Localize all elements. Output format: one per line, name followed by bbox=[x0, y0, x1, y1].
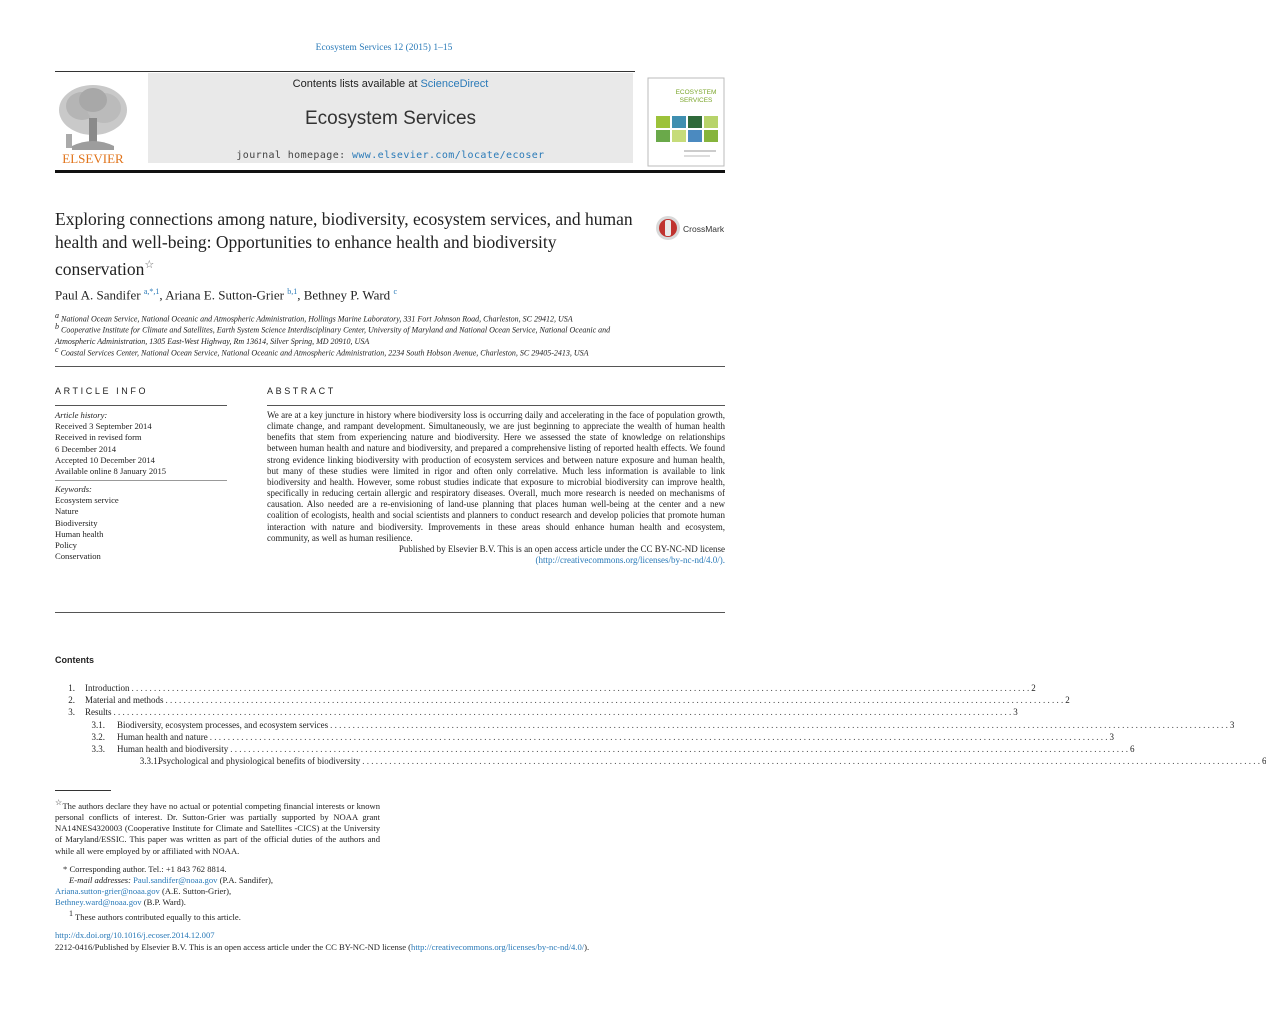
toc-leader-dots: . . . . . . . . . . . . . . . . . . . . . . . . . . . . . . . . . . . . . . . . . . . . . . . . . . . . . . . . . . . . . . . . . . . . . . . . . . . . . . . . . . . . . . . . . . . . . . . . . . . . . . . . . . . . . . . . . . . . . . . . . . . . . . . . . . . . . . . . . . . . . . . . . . . . . . . . . . . . . . . . . . . . . . . . . . . . . . . . . . . . . . . . . . . . . . . . . . . . . . . . bbox=[362, 756, 1260, 767]
author-list bbox=[55, 287, 397, 303]
toc-number: 3.3.1. bbox=[139, 756, 160, 767]
toc-number: 3.2. bbox=[91, 731, 105, 742]
toc-item[interactable] bbox=[55, 731, 1114, 744]
author-affiliation-sup[interactable]: c bbox=[393, 287, 397, 296]
toc-label: Human health and nature bbox=[117, 731, 208, 742]
abstract bbox=[267, 410, 725, 566]
author: Ariana E. Sutton-Grier bbox=[165, 287, 284, 303]
toc-page: 2 bbox=[1065, 695, 1070, 706]
toc-leader-dots: . . . . . . . . . . . . . . . . . . . . . . . . . . . . . . . . . . . . . . . . . . . . . . . . . . . . . . . . . . . . . . . . . . . . . . . . . . . . . . . . . . . . . . . . . . . . . . . . . . . . . . . . . . . . . . . . . . . . . . . . . . . . . . . . . . . . . . . . . . . . . . . . . . . . . . . . . . . . . . . . . . . . . . . . . . . . . . . . . . . . . . . . . . . . . . . . . . . . . . . . bbox=[113, 707, 1012, 718]
corresponding-text: Corresponding author. Tel.: +1 843 762 8814. bbox=[69, 864, 227, 874]
affiliation-text: Coastal Services Center, National Ocean Service, National Oceanic and Atmospheric Administration, 2234 South Hobson Avenue, Charleston, SC 29405-2413, USA bbox=[60, 348, 589, 358]
toc-number: 3. bbox=[68, 707, 75, 718]
keywords-rule bbox=[55, 480, 227, 481]
toc-item[interactable] bbox=[55, 707, 1018, 719]
license-line bbox=[55, 942, 589, 952]
article-info-heading: ARTICLE INFO bbox=[55, 386, 149, 396]
article-title-text: Exploring connections among nature, biodiversity, ecosystem services, and human health and well-being: Opportunities to enhance health and biodiversity conservation bbox=[55, 209, 633, 279]
toc-item[interactable] bbox=[55, 683, 1036, 695]
license-suffix: ). bbox=[584, 942, 590, 952]
affiliation-text: Cooperative Institute for Climate and Satellites, Earth System Science Interdisciplinary Center, University of Maryland and National Ocean Service, National Oceanic and Atmospheric Administration, 1305 East-West Highway, Rm 13614, Silver Spring, MD 20910, USA bbox=[55, 325, 611, 346]
cover-title-line2: SERVICES bbox=[679, 97, 713, 104]
article-title bbox=[55, 208, 635, 281]
elsevier-tree-icon bbox=[52, 78, 134, 166]
author-separator: , bbox=[159, 287, 166, 303]
article-history bbox=[55, 410, 227, 477]
contents-heading: Contents bbox=[55, 655, 94, 665]
email-link[interactable]: Ariana.sutton-grier@noaa.gov bbox=[55, 886, 160, 896]
footnote-corresponding bbox=[55, 864, 380, 875]
journal-cover bbox=[648, 78, 724, 166]
toc-label: Material and methods bbox=[85, 695, 164, 706]
toc-page: 6 bbox=[1129, 744, 1135, 754]
title-footnote-star[interactable]: ☆ bbox=[144, 259, 155, 271]
author-affiliation-sup[interactable]: b,1 bbox=[287, 287, 298, 296]
abstract-publisher-line: Published by Elsevier B.V. This is an open access article under the CC BY-NC-ND license bbox=[398, 543, 725, 554]
doi-link[interactable]: http://dx.doi.org/10.1016/j.ecoser.2014.12.007 bbox=[55, 930, 215, 940]
history-line: Received in revised form bbox=[55, 432, 142, 443]
equal-text: These authors contributed equally to this article. bbox=[75, 911, 241, 922]
toc-number: 2. bbox=[68, 695, 75, 706]
affiliation-text: National Ocean Service, National Oceanic and Atmospheric Administration, Hollings Marine Laboratory, 331 Fort Johnson Road, Charleston, SC 29412, USA bbox=[61, 314, 573, 324]
footnote-star-text: The authors declare they have no actual or potential competing financial interests or known personal conflicts of interest. Dr. Sutton-Grier was partially supported by NOAA grant NA14NES4320003 (Cooperative Institute for Climate and Satellites -CICS) at the University of Maryland/ESSIC. This paper was written as part of the official duties of the authors and while all were employed by or affiliated with NOAA. bbox=[55, 800, 381, 856]
toc-leader-dots: . . . . . . . . . . . . . . . . . . . . . . . . . . . . . . . . . . . . . . . . . . . . . . . . . . . . . . . . . . . . . . . . . . . . . . . . . . . . . . . . . . . . . . . . . . . . . . . . . . . . . . . . . . . . . . . . . . . . . . . . . . . . . . . . . . . . . . . . . . . . . . . . . . . . . . . . . . . . . . . . . . . . . . . . . . . . . . . . . . . . . . . . . . . . . . . . . . . . . . . . bbox=[209, 731, 1108, 742]
toc-item[interactable] bbox=[55, 695, 1070, 707]
keyword: Biodiversity bbox=[55, 517, 98, 528]
toc-number: 3.3. bbox=[91, 744, 105, 754]
toc-label: Introduction bbox=[85, 683, 130, 693]
header-top-rule bbox=[55, 71, 635, 72]
abstract-rule bbox=[267, 405, 725, 406]
email-owner: (A.E. Sutton-Grier), bbox=[161, 886, 232, 896]
history-label: Article history: bbox=[55, 410, 108, 420]
keyword: Conservation bbox=[55, 551, 101, 562]
email-owner: (P.A. Sandifer), bbox=[219, 875, 274, 885]
history-line: 6 December 2014 bbox=[55, 443, 117, 454]
homepage-prefix: journal homepage: bbox=[236, 150, 352, 161]
journal-citation[interactable]: Ecosystem Services 12 (2015) 1–15 bbox=[315, 43, 453, 53]
toc-page: 3 bbox=[1229, 719, 1235, 730]
affiliation-sup: b bbox=[55, 322, 59, 331]
toc-item[interactable] bbox=[55, 744, 1135, 756]
affiliation-rule bbox=[55, 366, 725, 367]
abstract-license-link[interactable]: (http://creativecommons.org/licenses/by-nc-nd/4.0/). bbox=[535, 555, 725, 566]
sciencedirect-link[interactable]: ScienceDirect bbox=[420, 78, 489, 90]
article-info-rule bbox=[55, 405, 227, 406]
corresponding-mark: * bbox=[63, 864, 70, 874]
keyword: Policy bbox=[55, 540, 77, 551]
elsevier-logo bbox=[52, 78, 134, 166]
abstract-text: We are at a key juncture in history where biodiversity loss is occurring daily and accelerating in the face of population growth, climate change, and rampant development. Simultaneously, we are just beginning to appreciate the wealth of human health benefits that stem from experiencing nature and biodiversity. Here we assessed the state of knowledge on relationships between human health and nature and biodiversity, and prepared a comprehensive listing of reported health effects. We found strong evidence linking biodiversity with production of ecosystem services and between nature exposure and human health, but many of these studies were limited in rigor and often only correlative. Much less information is available to link biodiversity and health. However, some robust studies indicate that exposure to microbial biodiversity can improve health, specifically in reducing certain allergic and respiratory diseases. Overall, much more research is needed on mechanisms of causation. Also needed are a re-envisioning of land-use planning that places human well-being at the center and a new coalition of ecologists, health and social scientists and planners to conduct research and develop policies that promote human interaction with nature and biodiversity. Improvements in these areas should enhance human health and ecosystem, community, as well as human resilience. bbox=[267, 410, 725, 543]
affiliation-sup: c bbox=[55, 345, 59, 354]
history-line: Accepted 10 December 2014 bbox=[55, 454, 155, 465]
journal-name: Ecosystem Services bbox=[304, 108, 477, 129]
footnote-emails bbox=[55, 897, 380, 908]
toc-page: 3 bbox=[1109, 731, 1114, 742]
journal-cover-image bbox=[648, 78, 724, 166]
keyword: Ecosystem service bbox=[55, 495, 119, 506]
abstract-heading: ABSTRACT bbox=[267, 386, 336, 396]
license-prefix: 2212-0416/Published by Elsevier B.V. This is an open access article under the CC BY-NC-ND license ( bbox=[55, 942, 412, 952]
author-affiliation-sup[interactable]: a,*,1 bbox=[143, 287, 160, 296]
toc-leader-dots: . . . . . . . . . . . . . . . . . . . . . . . . . . . . . . . . . . . . . . . . . . . . . . . . . . . . . . . . . . . . . . . . . . . . . . . . . . . . . . . . . . . . . . . . . . . . . . . . . . . . . . . . . . . . . . . . . . . . . . . . . . . . . . . . . . . . . . . . . . . . . . . . . . . . . . . . . . . . . . . . . . . . . . . . . . . . . . . . . . . . . . . . . . . . . . . . . . . . . . . . bbox=[330, 719, 1228, 730]
toc-page: 2 bbox=[1031, 683, 1036, 693]
toc-label: Biodiversity, ecosystem processes, and ecosystem services bbox=[117, 719, 329, 730]
journal-homepage bbox=[148, 150, 633, 161]
footnote-emails bbox=[55, 875, 380, 886]
keywords bbox=[55, 484, 227, 562]
author-separator: , bbox=[297, 287, 304, 303]
crossmark-badge[interactable] bbox=[655, 214, 727, 242]
toc-label: Results bbox=[85, 707, 112, 718]
toc-number: 3.1. bbox=[91, 719, 105, 730]
footnote-star-mark: ☆ bbox=[55, 798, 63, 807]
history-line: Received 3 September 2014 bbox=[55, 421, 152, 432]
affiliation-sup: a bbox=[55, 311, 59, 320]
affiliation bbox=[55, 321, 645, 347]
toc-item[interactable] bbox=[55, 756, 1266, 768]
toc-item[interactable] bbox=[55, 719, 1235, 732]
contents-available bbox=[148, 78, 633, 90]
email-link[interactable]: Bethney.ward@noaa.gov bbox=[55, 897, 142, 907]
footnote-emails bbox=[55, 886, 380, 897]
footnote-equal bbox=[55, 908, 380, 923]
homepage-link[interactable]: www.elsevier.com/locate/ecoser bbox=[351, 150, 545, 161]
toc-leader-dots: . . . . . . . . . . . . . . . . . . . . . . . . . . . . . . . . . . . . . . . . . . . . . . . . . . . . . . . . . . . . . . . . . . . . . . . . . . . . . . . . . . . . . . . . . . . . . . . . . . . . . . . . . . . . . . . . . . . . . . . . . . . . . . . . . . . . . . . . . . . . . . . . . . . . . . . . . . . . . . . . . . . . . . . . . . . . . . . . . . . . . . . . . . . . . . . . . . . . . . . . bbox=[230, 744, 1128, 754]
abstract-bottom-rule bbox=[55, 612, 725, 613]
toc-page: 6 bbox=[1261, 756, 1266, 767]
history-line: Available online 8 January 2015 bbox=[55, 466, 167, 477]
footnote-rule bbox=[55, 790, 111, 791]
contents-prefix: Contents lists available at bbox=[292, 78, 421, 90]
equal-mark: 1 bbox=[69, 909, 73, 918]
toc-leader-dots: . . . . . . . . . . . . . . . . . . . . . . . . . . . . . . . . . . . . . . . . . . . . . . . . . . . . . . . . . . . . . . . . . . . . . . . . . . . . . . . . . . . . . . . . . . . . . . . . . . . . . . . . . . . . . . . . . . . . . . . . . . . . . . . . . . . . . . . . . . . . . . . . . . . . . . . . . . . . . . . . . . . . . . . . . . . . . . . . . . . . . . . . . . . . . . . . . . . . . . . . bbox=[165, 695, 1064, 706]
toc-leader-dots: . . . . . . . . . . . . . . . . . . . . . . . . . . . . . . . . . . . . . . . . . . . . . . . . . . . . . . . . . . . . . . . . . . . . . . . . . . . . . . . . . . . . . . . . . . . . . . . . . . . . . . . . . . . . . . . . . . . . . . . . . . . . . . . . . . . . . . . . . . . . . . . . . . . . . . . . . . . . . . . . . . . . . . . . . . . . . . . . . . . . . . . . . . . . . . . . . . . . . . . . bbox=[131, 683, 1030, 693]
toc-label: Psychological and physiological benefits of biodiversity bbox=[158, 756, 361, 767]
toc-label: Human health and biodiversity bbox=[117, 744, 229, 754]
affiliation bbox=[55, 344, 645, 359]
license-link[interactable]: http://creativecommons.org/licenses/by-nc-nd/4.0/ bbox=[411, 942, 585, 952]
header-bottom-rule bbox=[55, 170, 725, 173]
email-link[interactable]: Paul.sandifer@noaa.gov bbox=[133, 875, 218, 885]
author: Paul A. Sandifer bbox=[55, 287, 141, 303]
publisher-wordmark: ELSEVIER bbox=[62, 151, 124, 166]
footnote-star bbox=[55, 797, 380, 857]
toc-number: 1. bbox=[68, 683, 75, 693]
keyword: Nature bbox=[55, 506, 79, 517]
email-owner: (B.P. Ward). bbox=[143, 897, 186, 907]
cover-title-line1: ECOSYSTEM bbox=[675, 89, 717, 96]
toc-page: 3 bbox=[1013, 707, 1018, 718]
email-label: E-mail addresses: bbox=[69, 875, 131, 885]
keywords-label: Keywords: bbox=[55, 484, 92, 494]
author: Bethney P. Ward bbox=[303, 287, 391, 303]
crossmark-icon bbox=[655, 214, 727, 244]
keyword: Human health bbox=[55, 528, 104, 539]
crossmark-label: CrossMark bbox=[683, 224, 725, 234]
